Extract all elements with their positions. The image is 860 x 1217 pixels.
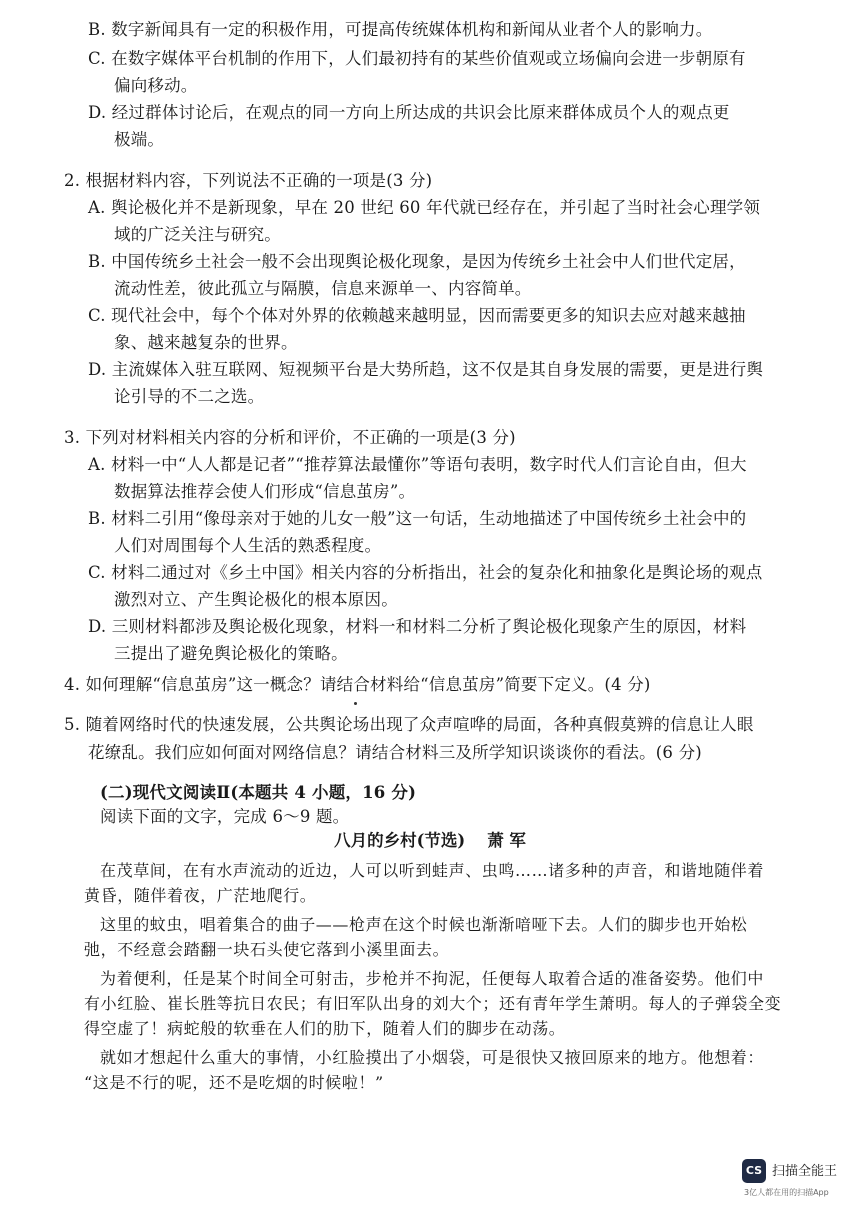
q5-stem-line2: 花缭乱。我们应如何面对网络信息？请结合材料三及所学知识谈谈你的看法。(6 分): [88, 743, 702, 762]
passage-p2-line1: 这里的蚊虫，唱着集合的曲子——枪声在这个时候也渐渐喑哑下去。人们的脚步也开始松: [100, 915, 748, 934]
passage-p1-line1: 在茂草间，在有水声流动的近边，人可以听到蛙声、虫鸣……诸多种的声音，和谐地随伴着: [100, 861, 765, 880]
q3-stem: 3. 下列对材料相关内容的分析和评价，不正确的一项是(3 分): [64, 428, 516, 447]
passage-p3-line3: 得空虚了！病蛇般的软垂在人们的肋下，随着人们的脚步在动荡。: [84, 1019, 566, 1038]
passage-p4-line2: “这是不行的呢，还不是吃烟的时候啦！”: [84, 1073, 384, 1092]
q2-option-c-line1: C. 现代社会中，每个个体对外界的依赖越来越明显，因而需要更多的知识去应对越来越抽: [88, 306, 746, 325]
passage-author: 萧 军: [487, 831, 526, 850]
q2-option-a-line1: A. 舆论极化并不是新现象，早在 20 世纪 60 年代就已经存在，并引起了当时社会心理学领: [88, 198, 761, 217]
q2-option-b-line2: 流动性差，彼此孤立与隔膜，信息来源单一、内容简单。: [114, 279, 532, 298]
q1-option-c-line2: 偏向移动。: [114, 76, 198, 95]
q3-option-a-line2: 数据算法推荐会使人们形成“信息茧房”。: [114, 482, 416, 501]
passage-title: [0, 830, 860, 852]
q3-option-c-line1: C. 材料二通过对《乡土中国》相关内容的分析指出，社会的复杂化和抽象化是舆论场的观点: [88, 563, 763, 582]
q1-option-d-line2: 极端。: [114, 130, 165, 149]
watermark-tagline: 3亿人都在用的扫描App: [744, 1188, 829, 1197]
q2-option-a-line2: 域的广泛关注与研究。: [114, 225, 281, 244]
q1-option-b-line1: B. 数字新闻具有一定的积极作用，可提高传统媒体机构和新闻从业者个人的影响力。: [88, 20, 713, 39]
q5-stem-line1: 5. 随着网络时代的快速发展，公共舆论场出现了众声喧哗的局面，各种真假莫辨的信息让人眼: [64, 715, 754, 734]
cs-logo-icon: CS: [742, 1159, 766, 1183]
section-heading: (二)现代文阅读Ⅱ(本题共 4 小题，16 分): [100, 783, 417, 802]
watermark-app-name: 扫描全能王: [772, 1164, 838, 1179]
section-instruction: 阅读下面的文字，完成 6～9 题。: [100, 807, 350, 826]
q3-option-b-line2: 人们对周围每个人生活的熟悉程度。: [114, 536, 382, 555]
q3-option-a-line1: A. 材料一中“人人都是记者”“推荐算法最懂你”等语句表明，数字时代人们言论自由，但大: [88, 455, 747, 474]
q1-option-d-line1: D. 经过群体讨论后，在观点的同一方向上所达成的共识会比原来群体成员个人的观点更: [88, 103, 730, 122]
q2-option-c-line2: 象、越来越复杂的世界。: [114, 333, 298, 352]
scanner-watermark: [742, 1157, 846, 1203]
q3-option-b-line1: B. 材料二引用“像母亲对于她的儿女一般”这一句话，生动地描述了中国传统乡土社会中的: [88, 509, 747, 528]
q2-option-d-line2: 论引导的不二之选。: [114, 387, 265, 406]
passage-title-text: 八月的乡村(节选): [334, 831, 466, 850]
q2-option-d-line1: D. 主流媒体入驻互联网、短视频平台是大势所趋，这不仅是其自身发展的需要，更是进行舆: [88, 360, 764, 379]
passage-p2-line2: 弛，不经意会踏翻一块石头使它落到小溪里面去。: [84, 940, 450, 959]
q3-option-d-line1: D. 三则材料都涉及舆论极化现象，材料一和材料二分析了舆论极化现象产生的原因，材料: [88, 617, 747, 636]
q4-stem: 4. 如何理解“信息茧房”这一概念？请结合材料给“信息茧房”简要下定义。(4 分): [64, 675, 651, 694]
q2-option-b-line1: B. 中国传统乡土社会一般不会出现舆论极化现象，是因为传统乡土社会中人们世代定居，: [88, 252, 746, 271]
q3-option-c-line2: 激烈对立、产生舆论极化的根本原因。: [114, 590, 398, 609]
q1-option-c-line1: C. 在数字媒体平台机制的作用下，人们最初持有的某些价值观或立场偏向会进一步朝原有: [88, 49, 746, 68]
q3-option-d-line2: 三提出了避免舆论极化的策略。: [114, 644, 348, 663]
passage-p3-line2: 有小红脸、崔长胜等抗日农民；有旧军队出身的刘大个；还有青年学生萧明。每人的子弹袋全变: [84, 994, 782, 1013]
q2-stem: 2. 根据材料内容，下列说法不正确的一项是(3 分): [64, 171, 433, 190]
passage-p4-line1: 就如才想起什么重大的事情，小红脸摸出了小烟袋，可是很快又掖回原来的地方。他想着：: [100, 1048, 765, 1067]
passage-p3-line1: 为着便利，任是某个时间全可射击，步枪并不拘泥，任便每人取着合适的准备姿势。他们中: [100, 969, 765, 988]
scan-speck: [354, 702, 357, 705]
passage-p1-line2: 黄昏，随伴着夜，广茫地爬行。: [84, 886, 317, 905]
